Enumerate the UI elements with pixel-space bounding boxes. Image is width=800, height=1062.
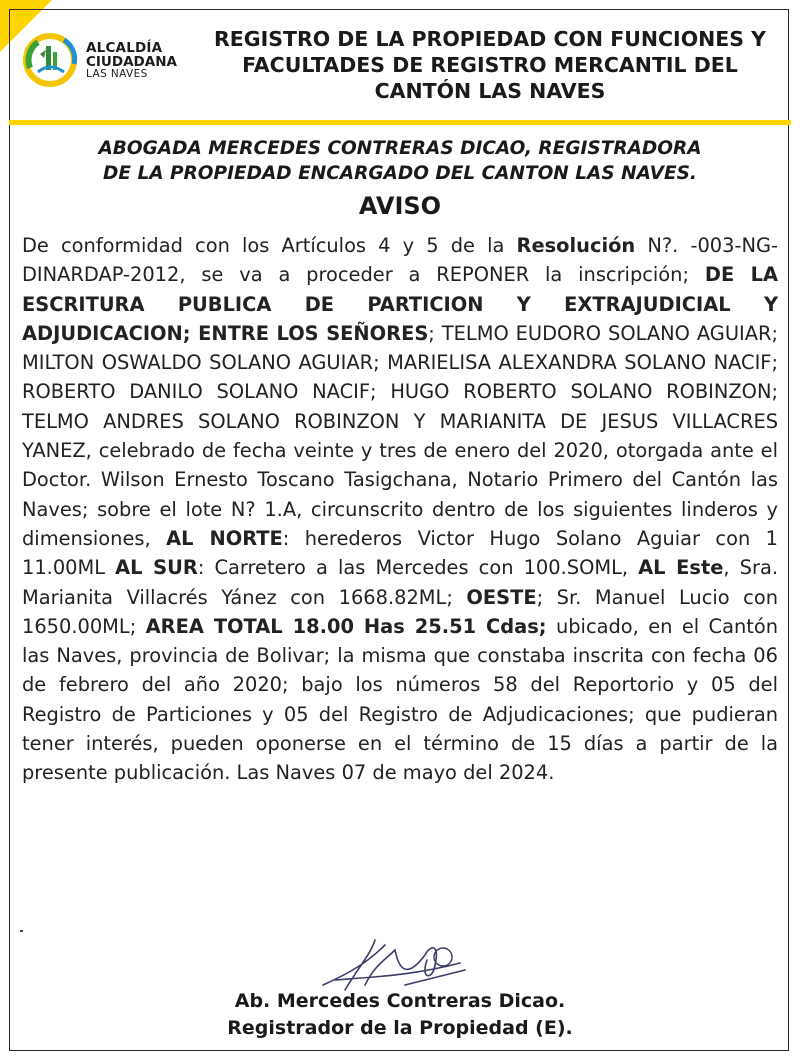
header-divider — [9, 120, 791, 125]
subtitle-line: DE LA PROPIEDAD ENCARGADO DEL CANTON LAS NAVES. — [103, 163, 697, 184]
body-text: ; TELMO EUDORO SOLANO AGUIAR; MILTON OSWALDO SOLANO AGUIAR; MARIELISA ALEXANDRA SOLANO NACIF; ROBERTO DANILO SOLANO NACIF; HUGO ROBERTO SOLANO ROBINZON; TELMO ANDRES SOLANO ROBINZON Y MARIANITA DE JESUS VILLACRES YANEZ, celebrado de fecha veinte y tres de enero del 2020, otorgada ante el Doctor. Wilson Ernesto Toscano Tasigchana, Notario Primero del Cantón las Naves; sobre el lote N? 1.A, circunscrito dentro de los siguientes linderos y dimensiones, — [22, 321, 779, 550]
body-text-bold: AL Este — [638, 556, 724, 580]
body-text: De conformidad con los Artículos 4 y 5 de la — [22, 234, 517, 257]
logo-line-2: CIUDADANA — [86, 53, 177, 70]
registry-title-line: CANTÓN LAS NAVES — [374, 79, 606, 103]
body-text: ; Sr. Manuel Lucio con 1650.00ML; — [22, 585, 778, 638]
body-text-bold: Resolución — [516, 234, 636, 257]
body-text-bold: DE LA ESCRITURA PUBLICA DE PARTICION Y EXTRAJUDICIAL Y ADJUDICACION; ENTRE LOS SEÑORES — [22, 263, 778, 345]
registry-title-line: REGISTRO DE LA PROPIEDAD CON FUNCIONES Y — [213, 27, 767, 51]
body-text: , Sra. Marianita Villacrés Yánez con 1668.82ML; — [22, 556, 778, 609]
alcaldia-emblem-icon — [20, 28, 82, 90]
logo-line-1: ALCALDÍA — [86, 40, 163, 56]
registry-title — [195, 26, 785, 104]
body-text: : Carretero a las Mercedes con 100.SOML, — [197, 556, 639, 580]
subtitle-line: ABOGADA MERCEDES CONTRERAS DICAO, REGISTRADORA — [98, 138, 702, 159]
notice-body — [22, 231, 778, 788]
body-text: N?. -003-NG-DINARDAP-2012, se va a proceder a REPONER la inscripción; — [22, 234, 778, 287]
registry-title-line: FACULTADES DE REGISTRO MERCANTIL DEL — [242, 53, 738, 77]
logo-line-3: LAS NAVES — [86, 68, 148, 80]
signatory-role: Registrador de la Propiedad (E). — [227, 1017, 573, 1039]
notice-heading: AVISO — [358, 192, 442, 220]
body-text-bold: AL SUR — [115, 556, 198, 580]
body-text: : herederos Victor Hugo Solano Aguiar con 1 11.00ML — [22, 526, 779, 580]
signatory-name: Ab. Mercedes Contreras Dicao. — [234, 990, 566, 1012]
body-text-bold: OESTE — [466, 585, 537, 609]
header — [10, 10, 788, 120]
registrar-subtitle — [40, 136, 760, 186]
alcaldia-logo — [20, 28, 190, 98]
stray-mark — [20, 930, 23, 932]
body-text-bold: AREA TOTAL 18.00 Has 25.51 Cdas; — [145, 614, 547, 638]
body-text-bold: AL NORTE — [166, 526, 283, 550]
body-text: ubicado, en el Cantón las Naves, provincia de Bolivar; la misma que constaba inscrita con fecha 06 de febrero del año 2020; bajo los números 58 del Reportorio y 05 del Registro de Particiones y 05 del Registro de Adjudicaciones; que pudieran tener interés, pueden oponerse en el término de 15 días a partir de la presente publicación. Las Naves 07 de mayo del 2024. — [22, 614, 778, 785]
